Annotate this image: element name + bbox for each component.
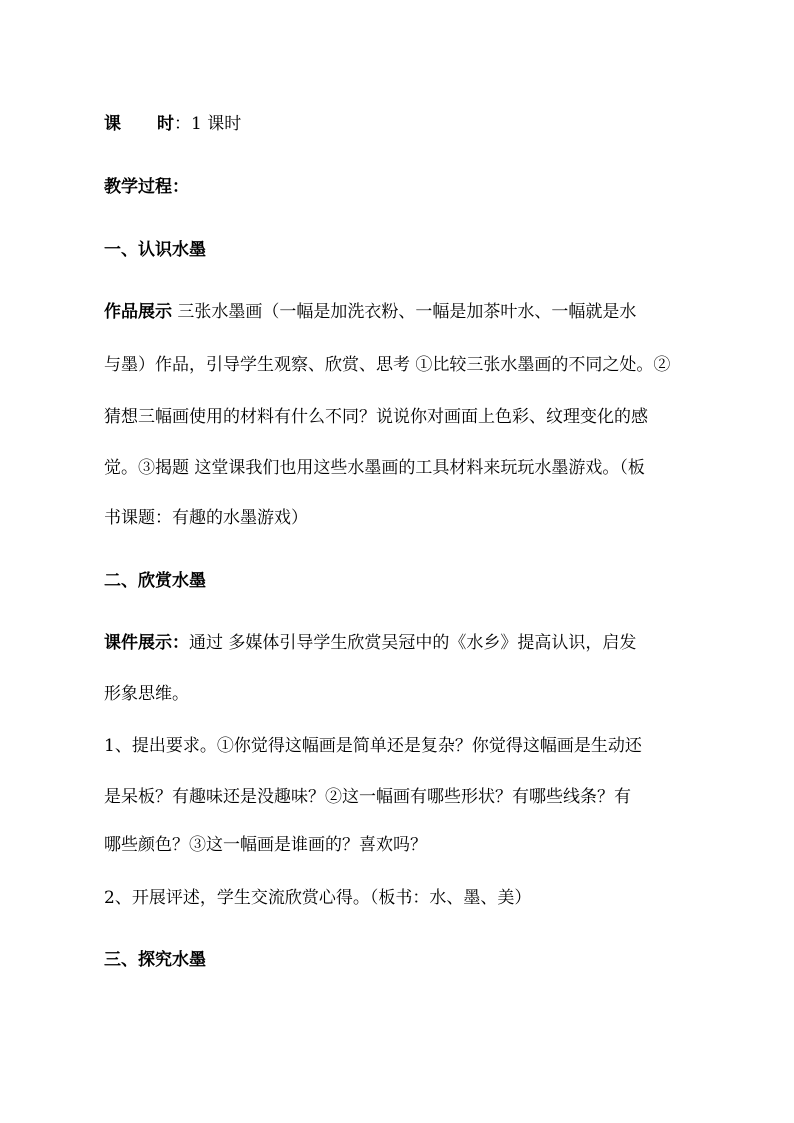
section1-line-5: 书课题：有趣的水墨游戏） xyxy=(104,508,308,528)
section2-item1-line-2: 是呆板？有趣味还是没趣味？②这一幅画有哪些形状？有哪些线条？有 xyxy=(104,787,631,807)
section1-heading: 一、认识水墨 xyxy=(104,240,206,260)
section2-heading: 二、欣赏水墨 xyxy=(104,571,206,591)
section1-text-1: 三张水墨画（一幅是加洗衣粉、一幅是加茶叶水、一幅就是水 xyxy=(172,302,637,322)
section2-intro-line-1 xyxy=(104,631,704,655)
section2-intro-line-2: 形象思维。 xyxy=(104,684,189,704)
process-title: 教学过程： xyxy=(104,177,189,197)
section1-line-1 xyxy=(104,300,704,324)
lesson-time-label-b: 时 xyxy=(157,114,174,134)
section1-line-4: 觉。③揭题 这堂课我们也用这些水墨画的工具材料来玩玩水墨游戏。（板 xyxy=(104,458,645,478)
section2-item1-line-1: 1、提出要求。①你觉得这幅画是简单还是复杂？你觉得这幅画是生动还 xyxy=(104,736,642,756)
section3-heading: 三、探究水墨 xyxy=(104,950,206,970)
section2-intro-text: 通过 多媒体引导学生欣赏吴冠中的《水乡》提高认识，启发 xyxy=(189,633,637,653)
lesson-time-line xyxy=(104,112,704,136)
section1-line-3: 猜想三幅画使用的材料有什么不同？说说你对画面上色彩、纹理变化的感 xyxy=(104,407,648,427)
section1-line-2: 与墨）作品，引导学生观察、欣赏、思考 ①比较三张水墨画的不同之处。② xyxy=(104,355,671,375)
lesson-time-value: ：1 课时 xyxy=(174,114,242,134)
lesson-time-label-a: 课 xyxy=(104,114,121,134)
section2-item2: 2、开展评述，学生交流欣赏心得。（板书：水、墨、美） xyxy=(104,888,532,908)
section2-item1-line-3: 哪些颜色？③这一幅画是谁画的？喜欢吗？ xyxy=(104,835,427,855)
section2-label: 课件展示： xyxy=(104,633,189,653)
section1-label: 作品展示 xyxy=(104,302,172,322)
